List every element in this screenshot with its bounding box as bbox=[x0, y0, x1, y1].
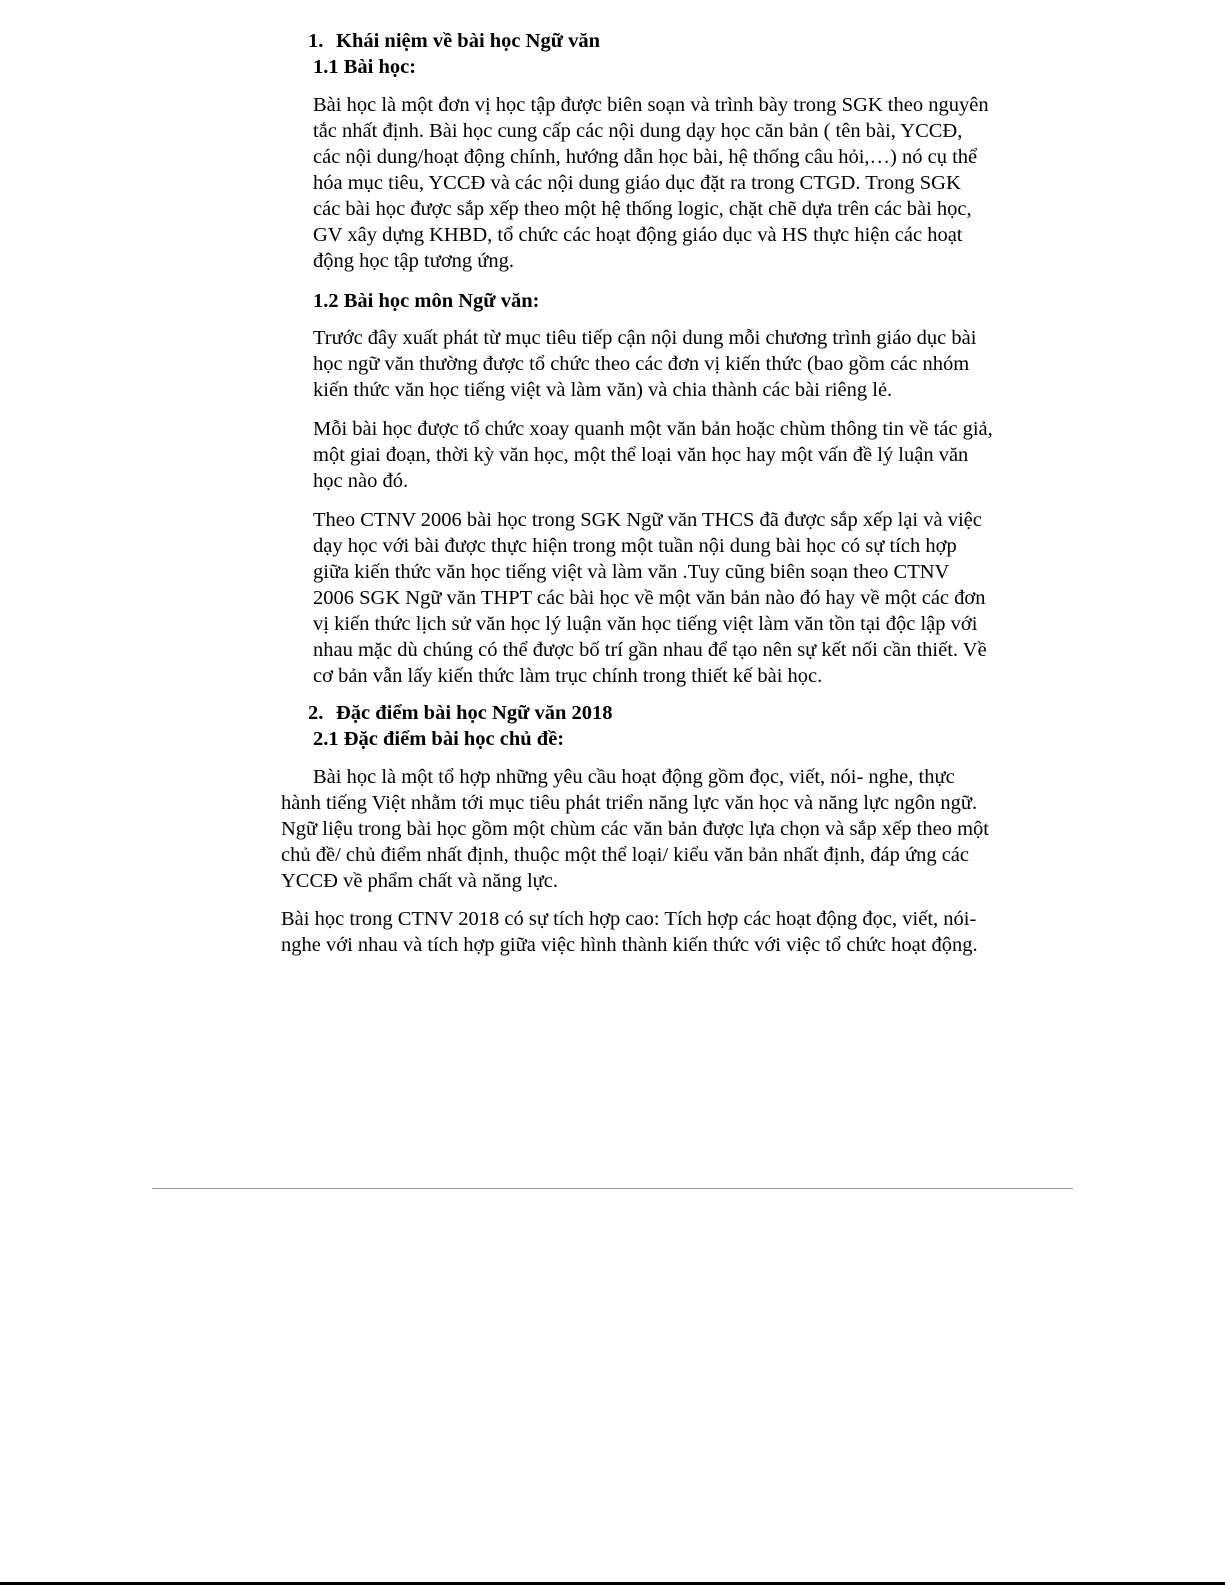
subsection-1-2-paragraph-1: Trước đây xuất phát từ mục tiêu tiếp cận nội dung mỗi chương trình giáo dục bài học ngữ văn thường được tổ chức theo các đơn vị kiến thức (bao gồm các nhóm kiến thức văn học tiếng việt và làm văn) và chia thành các bài riêng lẻ. bbox=[313, 327, 977, 401]
subsection-2-1-heading: 2.1 Đặc điểm bài học chủ đề: bbox=[313, 728, 565, 750]
section-2-heading bbox=[308, 700, 613, 726]
subsection-1-2-paragraph-3: Theo CTNV 2006 bài học trong SGK Ngữ văn THCS đã được sắp xếp lại và việc dạy học với bài được thực hiện trong một tuần nội dung bài học có sự tích hợp giữa kiến thức văn học tiếng việt và làm văn .Tuy cũng biên soạn theo CTNV 2006 SGK Ngữ văn THPT các bài học về một văn bản nào đó hay về một các đơn vị kiến thức lịch sử văn học lý luận văn học tiếng việt làm văn tồn tại độc lập với nhau mặc dù chúng có thể được bố trí gần nhau để tạo nên sự kết nối cần thiết. Về cơ bản vẫn lấy kiến thức làm trục chính trong thiết kế bài học. bbox=[313, 509, 987, 687]
subsection-2-1-paragraph-2: Bài học trong CTNV 2018 có sự tích hợp cao: Tích hợp các hoạt động đọc, viết, nói- nghe với nhau và tích hợp giữa việc hình thành kiến thức với việc tổ chức hoạt động. bbox=[281, 908, 978, 956]
footer-divider bbox=[152, 1188, 1073, 1189]
section-2-title: Đặc điểm bài học Ngữ văn 2018 bbox=[336, 702, 613, 724]
subsection-1-1-heading: 1.1 Bài học: bbox=[313, 56, 417, 78]
subsection-2-1-paragraph-1: Bài học là một tổ hợp những yêu cầu hoạt động gồm đọc, viết, nói- nghe, thực hành tiếng Việt nhằm tới mục tiêu phát triển năng lực văn học và năng lực ngôn ngữ. Ngữ liệu trong bài học gồm một chùm các văn bản được lựa chọn và sắp xếp theo một chủ đề/ chủ điểm nhất định, thuộc một thể loại/ kiểu văn bản nhất định, đáp ứng các YCCĐ về phẩm chất và năng lực. bbox=[281, 766, 989, 892]
section-1-heading bbox=[308, 28, 600, 54]
subsection-1-1-paragraph: Bài học là một đơn vị học tập được biên soạn và trình bày trong SGK theo nguyên tắc nhất định. Bài học cung cấp các nội dung dạy học căn bản ( tên bài, YCCĐ, các nội dung/hoạt động chính, hướng dẫn học bài, hệ thống câu hỏi,…) nó cụ thể hóa mục tiêu, YCCĐ và các nội dung giáo dục đặt ra trong CTGD. Trong SGK các bài học được sắp xếp theo một hệ thống logic, chặt chẽ dựa trên các bài học, GV xây dựng KHBD, tổ chức các hoạt động giáo dục và HS thực hiện các hoạt động học tập tương ứng. bbox=[313, 94, 989, 272]
subsection-1-2-paragraph-2: Mỗi bài học được tổ chức xoay quanh một văn bản hoặc chùm thông tin về tác giả, một giai đoạn, thời kỳ văn học, một thể loại văn học hay một vấn đề lý luận văn học nào đó. bbox=[313, 418, 993, 492]
section-1-title: Khái niệm về bài học Ngữ văn bbox=[336, 30, 601, 52]
section-2-number: 2. bbox=[308, 702, 324, 724]
subsection-1-2-heading: 1.2 Bài học môn Ngữ văn: bbox=[313, 290, 540, 312]
section-1-number: 1. bbox=[308, 30, 324, 52]
